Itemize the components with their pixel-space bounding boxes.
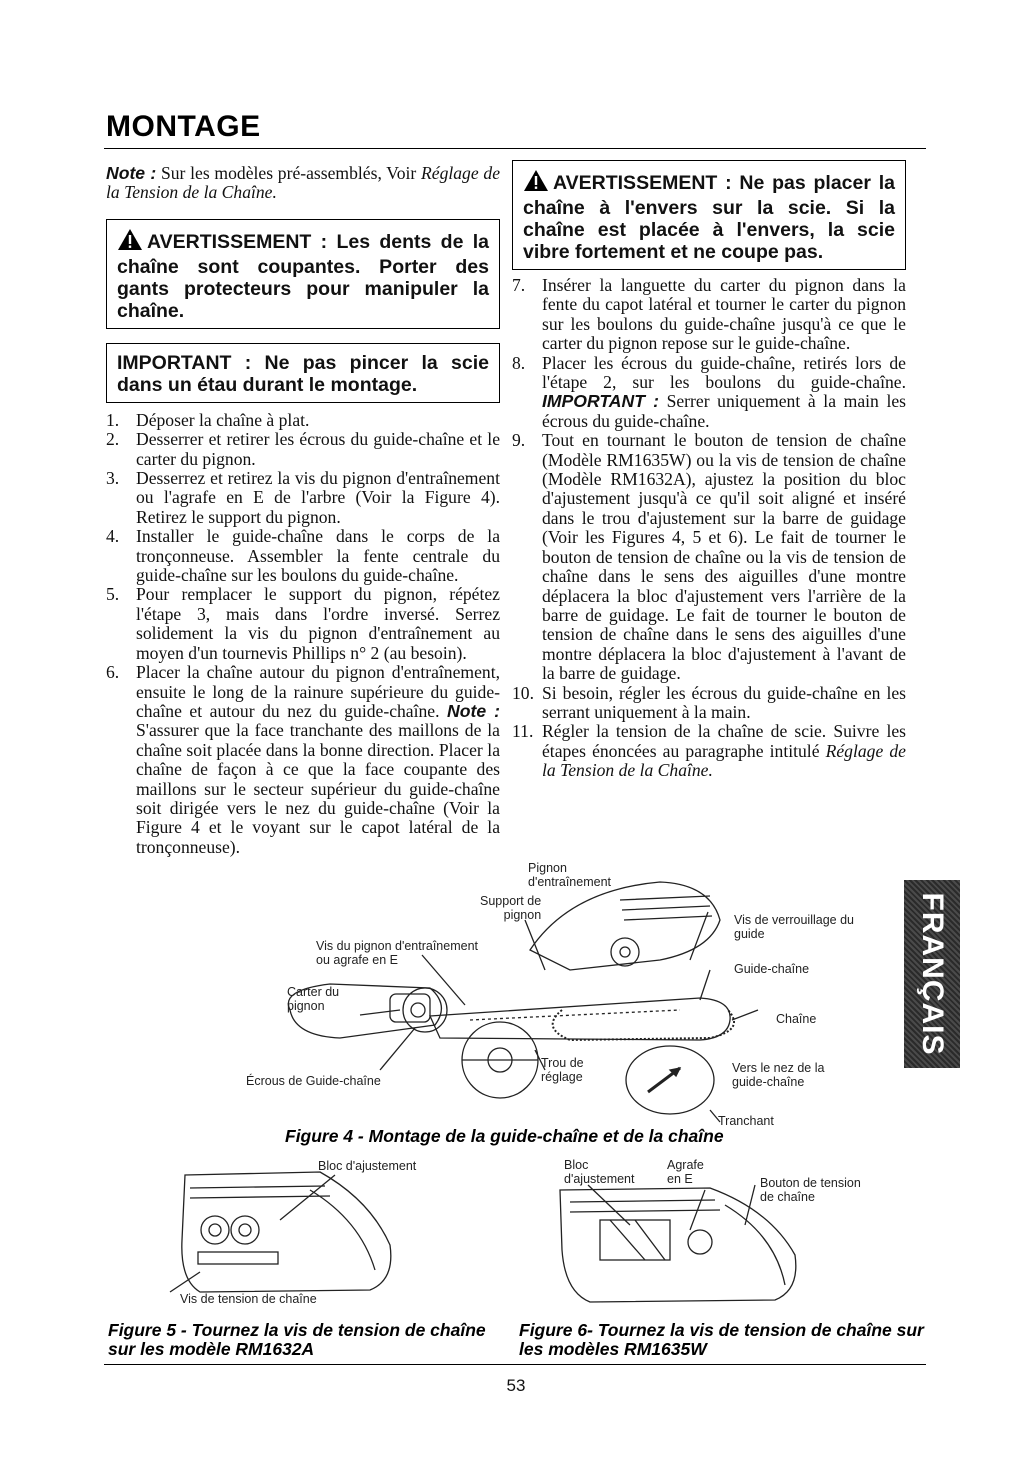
right-column (512, 160, 906, 781)
language-side-tab: FRANÇAIS (904, 880, 960, 1068)
figure-4-caption: Figure 4 - Montage de la guide-chaîne et de la chaîne (285, 1126, 724, 1146)
label-tension-screw-fig5: Vis de tension de chaîne (180, 1292, 317, 1306)
label-drive-sprocket: Pignon d'entraînement (528, 861, 611, 889)
figure-5-drawing (160, 1160, 410, 1300)
label-adjusting-block-fig5: Bloc d'ajustement (318, 1159, 417, 1173)
page-number: 53 (506, 1376, 526, 1395)
step-1: 1. Déposer la chaîne à plat. (106, 409, 310, 430)
step-4: 4. Installer le guide-chaîne dans le corps de la tronçonneuse. Assembler la fente centrale du guide-chaîne sur les boulons du guide-chaîne. (106, 526, 500, 586)
step-6: 6. Placer la chaîne autour du pignon d'entraînement, ensuite le long de la rainure supérieure du guide-chaîne et autour du nez du guide-chaîne. Note : S'assurer que la face tranchante des maillons de la chaîne soit placée dans la bonne direction. Placer la chaîne de façon à ce que la face coupante des maillons sur le secteur supérieur du guide-chaîne soit dirigée vers le nez du guide-chaîne (Voir la Figure 4 et le voyant sur le capot latéral de la tronçonneuse). (106, 662, 500, 857)
label-tension-knob-fig6: Bouton de tension de chaîne (760, 1176, 861, 1204)
assembly-note: Note : Sur les modèles pré-assemblés, Voir Réglage de la Tension de la Chaîne. (106, 163, 501, 203)
label-guide-bar: Guide-chaîne (734, 962, 810, 976)
label-chain: Chaîne (776, 1012, 817, 1026)
footer-rule (104, 1364, 926, 1365)
page-title: MONTAGE (106, 110, 261, 143)
label-bar-nuts: Écrous de Guide-chaîne (246, 1074, 381, 1088)
left-column (106, 164, 500, 857)
figure-6-caption: Figure 6- Tournez la vis de tension de chaîne sur les modèles RM1635W (519, 1320, 924, 1359)
step-5: 5. Pour remplacer le support du pignon, répétez l'étape 3, mais dans l'ordre inversé. Serrez solidement la vis du pignon d'entraînement au moyen d'un tournevis Phillips n° 2 (au besoin). (106, 584, 500, 663)
label-cutting-edge: Tranchant (718, 1114, 774, 1128)
step-2: 2. Desserrer et retirer les écrous du guide-chaîne et le carter du pignon. (106, 429, 500, 469)
warning-box-chain-teeth: AVERTISSEMENT : Les dents de la chaîne sont coupantes. Porter des gants protecteurs pour manipuler la chaîne. (106, 219, 500, 329)
label-e-clip-fig6: Agrafe en E (667, 1158, 704, 1186)
warning-triangle-icon (523, 169, 549, 197)
warning-triangle-icon (117, 228, 143, 256)
step-3: 3. Desserrez et retirez la vis du pignon d'entraînement ou l'agrafe en E de l'arbre (Voir la Figure 4). Retirez le support du pignon. (106, 468, 500, 527)
step-10: 10. Si besoin, régler les écrous du guide-chaîne en les serrant uniquement à la main. (512, 682, 906, 722)
label-adjusting-hole: Trou de réglage (541, 1056, 584, 1084)
header-rule (104, 148, 926, 149)
steps-list-left (106, 411, 500, 857)
label-adjusting-block-fig6: Bloc d'ajustement (564, 1158, 635, 1186)
label-bar-lock-screw: Vis de verrouillage du guide (734, 913, 854, 941)
warning-box-chain-direction: AVERTISSEMENT : Ne pas placer la chaîne à l'envers sur la scie. Si la chaîne est placée à l'envers, la scie vibre fortement et ne coupe pas. (512, 160, 906, 270)
label-sprocket-cover: Carter du pignon (287, 985, 340, 1013)
step-11: 11. Régler la tension de la chaîne de scie. Suivre les étapes énoncées au paragraphe intitulé Réglage de la Tension de la Chaîne. (512, 721, 906, 781)
label-toward-nose: Vers le nez de la guide-chaîne (732, 1061, 825, 1089)
label-sprocket-screw: Vis du pignon d'entraînement ou agrafe en E (316, 939, 478, 967)
figure-5-caption: Figure 5 - Tournez la vis de tension de chaîne sur les modèle RM1632A (108, 1320, 486, 1359)
step-9: 9. Tout en tournant le bouton de tension de chaîne (Modèle RM1635W) ou la vis de tension de chaîne (Modèle RM1632A), ajustez la position du bloc d'ajustement jusqu'à ce qu'il soit aligné et inséré dans le trou d'ajustement sur la barre de guidage (Voir les Figures 4, 5 et 6). Le fait de tourner le bouton de tension de chaîne ou la vis de tension de chaîne dans le sens des aiguilles d'une montre déplacera la bloc d'ajustement vers l'arrière de la barre de guidage. Le fait de tourner le bouton de tension de chaîne dans le sens des aiguilles d'une montre déplacera la bloc d'ajustement à l'avant de la barre de guidage. (512, 430, 906, 684)
step-8: 8. Placer les écrous du guide-chaîne, retirés lors de l'étape 2, sur les boulons du guide-chaîne. IMPORTANT : Serrer uniquement à la main les écrous du guide-chaîne. (512, 352, 906, 431)
important-box: IMPORTANT : Ne pas pincer la scie dans un étau durant le montage. (106, 343, 500, 403)
steps-list-right (512, 276, 906, 781)
step-7: 7. Insérer la languette du carter du pignon dans la fente du capot latéral et tourner le carter du pignon sur les boulons du guide-chaîne jusqu'à ce que le carter du pignon repose sur le guide-chaîne. (512, 275, 906, 354)
label-sprocket-support: Support de pignon (480, 894, 542, 922)
